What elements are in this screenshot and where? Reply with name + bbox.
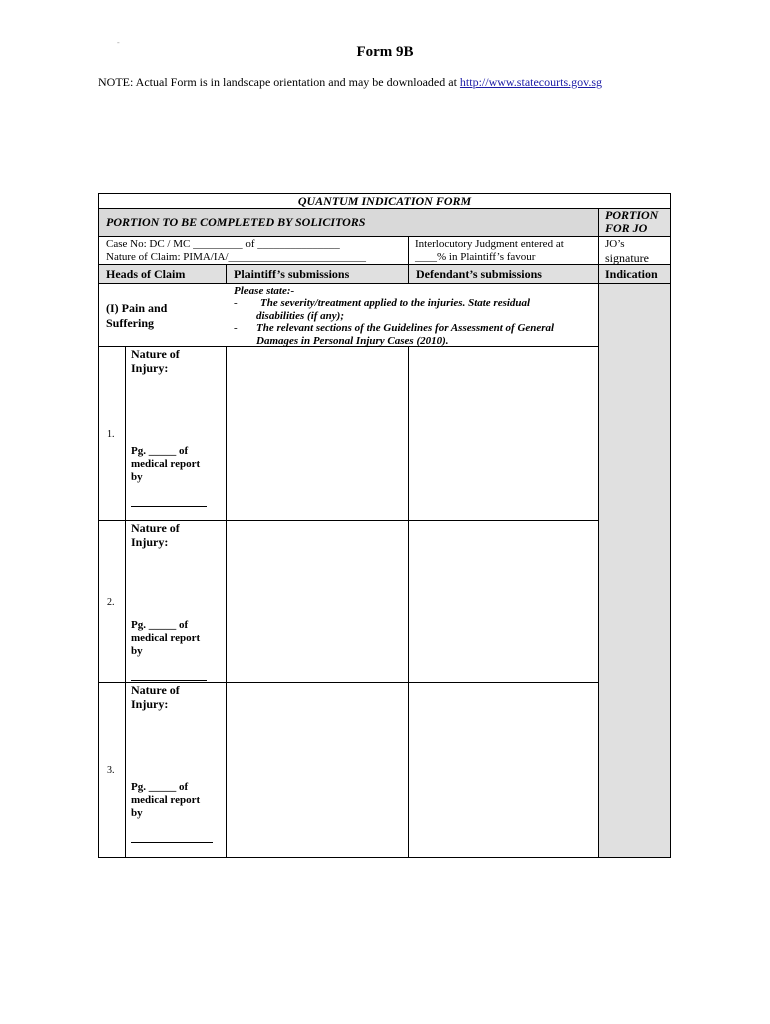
row-2-pg: Pg. _____ of — [131, 619, 189, 631]
form-frame — [98, 193, 671, 858]
nature-of-claim: Nature of Claim: PIMA/IA/_________________________ — [106, 251, 367, 263]
jo-heading-1: PORTION — [605, 208, 659, 222]
jo-signature-1: JO’s — [605, 238, 625, 250]
row-1-number: 1. — [107, 429, 115, 440]
section-pain-1: (I) Pain and — [106, 301, 168, 315]
form-title: QUANTUM INDICATION FORM — [297, 194, 472, 208]
col-indication: Indication — [605, 267, 658, 281]
row-2-number: 2. — [107, 597, 115, 608]
please-state: Please state:- — [234, 285, 295, 297]
section-pain-2: Suffering — [106, 316, 154, 330]
note — [98, 75, 602, 90]
row-1-signature-line — [131, 506, 207, 507]
col-plaintiff: Plaintiff’s submissions — [234, 267, 350, 281]
row-2-medical: medical report — [131, 632, 201, 644]
bullet-1b: disabilities (if any); — [256, 310, 344, 322]
row-3-medical: medical report — [131, 794, 201, 806]
row-3-nature-b: Injury: — [131, 697, 169, 711]
row-2-signature-line — [131, 680, 207, 681]
row-2-by: by — [131, 645, 143, 657]
bullet-2b: Damages in Personal Injury Cases (2010). — [256, 335, 449, 347]
jo-heading-2: FOR JO — [605, 221, 648, 235]
jo-signature-2: signature — [605, 251, 649, 265]
row-1-by: by — [131, 471, 143, 483]
row-1-pg: Pg. _____ of — [131, 445, 189, 457]
dash-1: - — [234, 297, 238, 309]
row-3-by: by — [131, 807, 143, 819]
row-1-nature-b: Injury: — [131, 361, 169, 375]
row-3-pg: Pg. _____ of — [131, 781, 189, 793]
row-1-medical: medical report — [131, 458, 201, 470]
case-no: Case No: DC / MC _________ of _______________ — [106, 238, 340, 250]
dash-2: - — [234, 322, 238, 334]
statecourts-link[interactable]: http://www.statecourts.gov.sg — [459, 75, 603, 89]
interlocutory-2: ____% in Plaintiff’s favour — [415, 251, 536, 263]
col-defendant: Defendant’s submissions — [416, 267, 542, 281]
col-heads-of-claim: Heads of Claim — [106, 267, 186, 281]
bullet-2a: The relevant sections of the Guidelines for Assessment of General — [256, 322, 555, 334]
note-text: NOTE: Actual Form is in landscape orientation and may be downloaded at — [98, 75, 460, 89]
row-3-nature-a: Nature of — [131, 683, 180, 697]
row-1-nature-a: Nature of — [131, 347, 180, 361]
row-2-nature-a: Nature of — [131, 521, 180, 535]
indication-column — [599, 284, 670, 857]
row-2-nature-b: Injury: — [131, 535, 169, 549]
row-3-number: 3. — [107, 765, 115, 776]
page-title: Form 9B — [356, 44, 414, 60]
row-3-signature-line — [131, 842, 213, 843]
bullet-1a: The severity/treatment applied to the injuries. State residual — [260, 297, 531, 309]
interlocutory-1: Interlocutory Judgment entered at — [415, 238, 564, 250]
solicitors-heading: PORTION TO BE COMPLETED BY SOLICITORS — [106, 215, 366, 229]
stray-mark: - — [117, 38, 120, 47]
